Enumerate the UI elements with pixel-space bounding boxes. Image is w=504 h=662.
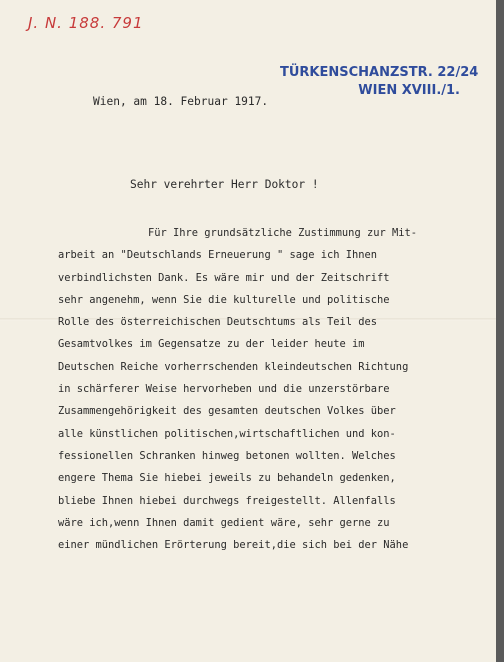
letterhead-city: WIEN XVIII./1.	[358, 83, 460, 98]
body-line: Deutschen Reiche vorherrschenden kleindeutschen Richtung	[58, 360, 409, 373]
body-line: Gesamtvolkes im Gegensatze zu der leider heute im	[58, 338, 365, 351]
letter-date: Wien, am 18. Februar 1917.	[93, 95, 269, 108]
body-line: arbeit an "Deutschlands Erneuerung " sage ich Ihnen	[58, 249, 378, 262]
letterhead-street: TÜRKENSCHANZSTR. 22/24	[280, 65, 479, 80]
body-line: einer mündlichen Erörterung bereit,die sich bei der Nähe	[58, 539, 409, 552]
body-line: alle künstlichen politischen,wirtschaftlichen und kon-	[58, 427, 396, 440]
archive-note: J. N. 188. 791	[28, 14, 144, 32]
body-line: Rolle des österreichischen Deutschtums als Teil des	[58, 316, 378, 329]
body-line: engere Thema Sie hiebei jeweils zu behandeln gedenken,	[58, 472, 396, 485]
letter-body	[58, 222, 417, 556]
body-line: in schärferer Weise hervorheben und die unzerstörbare	[58, 383, 390, 396]
letterhead	[280, 64, 479, 100]
salutation: Sehr verehrter Herr Doktor !	[130, 178, 319, 191]
scan-edge	[496, 0, 504, 662]
body-line: fessionellen Schranken hinweg betonen wollten. Welches	[58, 449, 396, 462]
body-line: sehr angenehm, wenn Sie die kulturelle und politische	[58, 293, 390, 306]
body-line: verbindlichsten Dank. Es wäre mir und der Zeitschrift	[58, 271, 390, 284]
body-line: Für Ihre grundsätzliche Zustimmung zur Mit-	[148, 227, 417, 239]
body-line: Zusammengehörigkeit des gesamten deutschen Volkes über	[58, 405, 396, 418]
body-line: wäre ich,wenn Ihnen damit gedient wäre, sehr gerne zu	[58, 516, 390, 529]
body-line: bliebe Ihnen hiebei durchwegs freigestellt. Allenfalls	[58, 494, 396, 507]
